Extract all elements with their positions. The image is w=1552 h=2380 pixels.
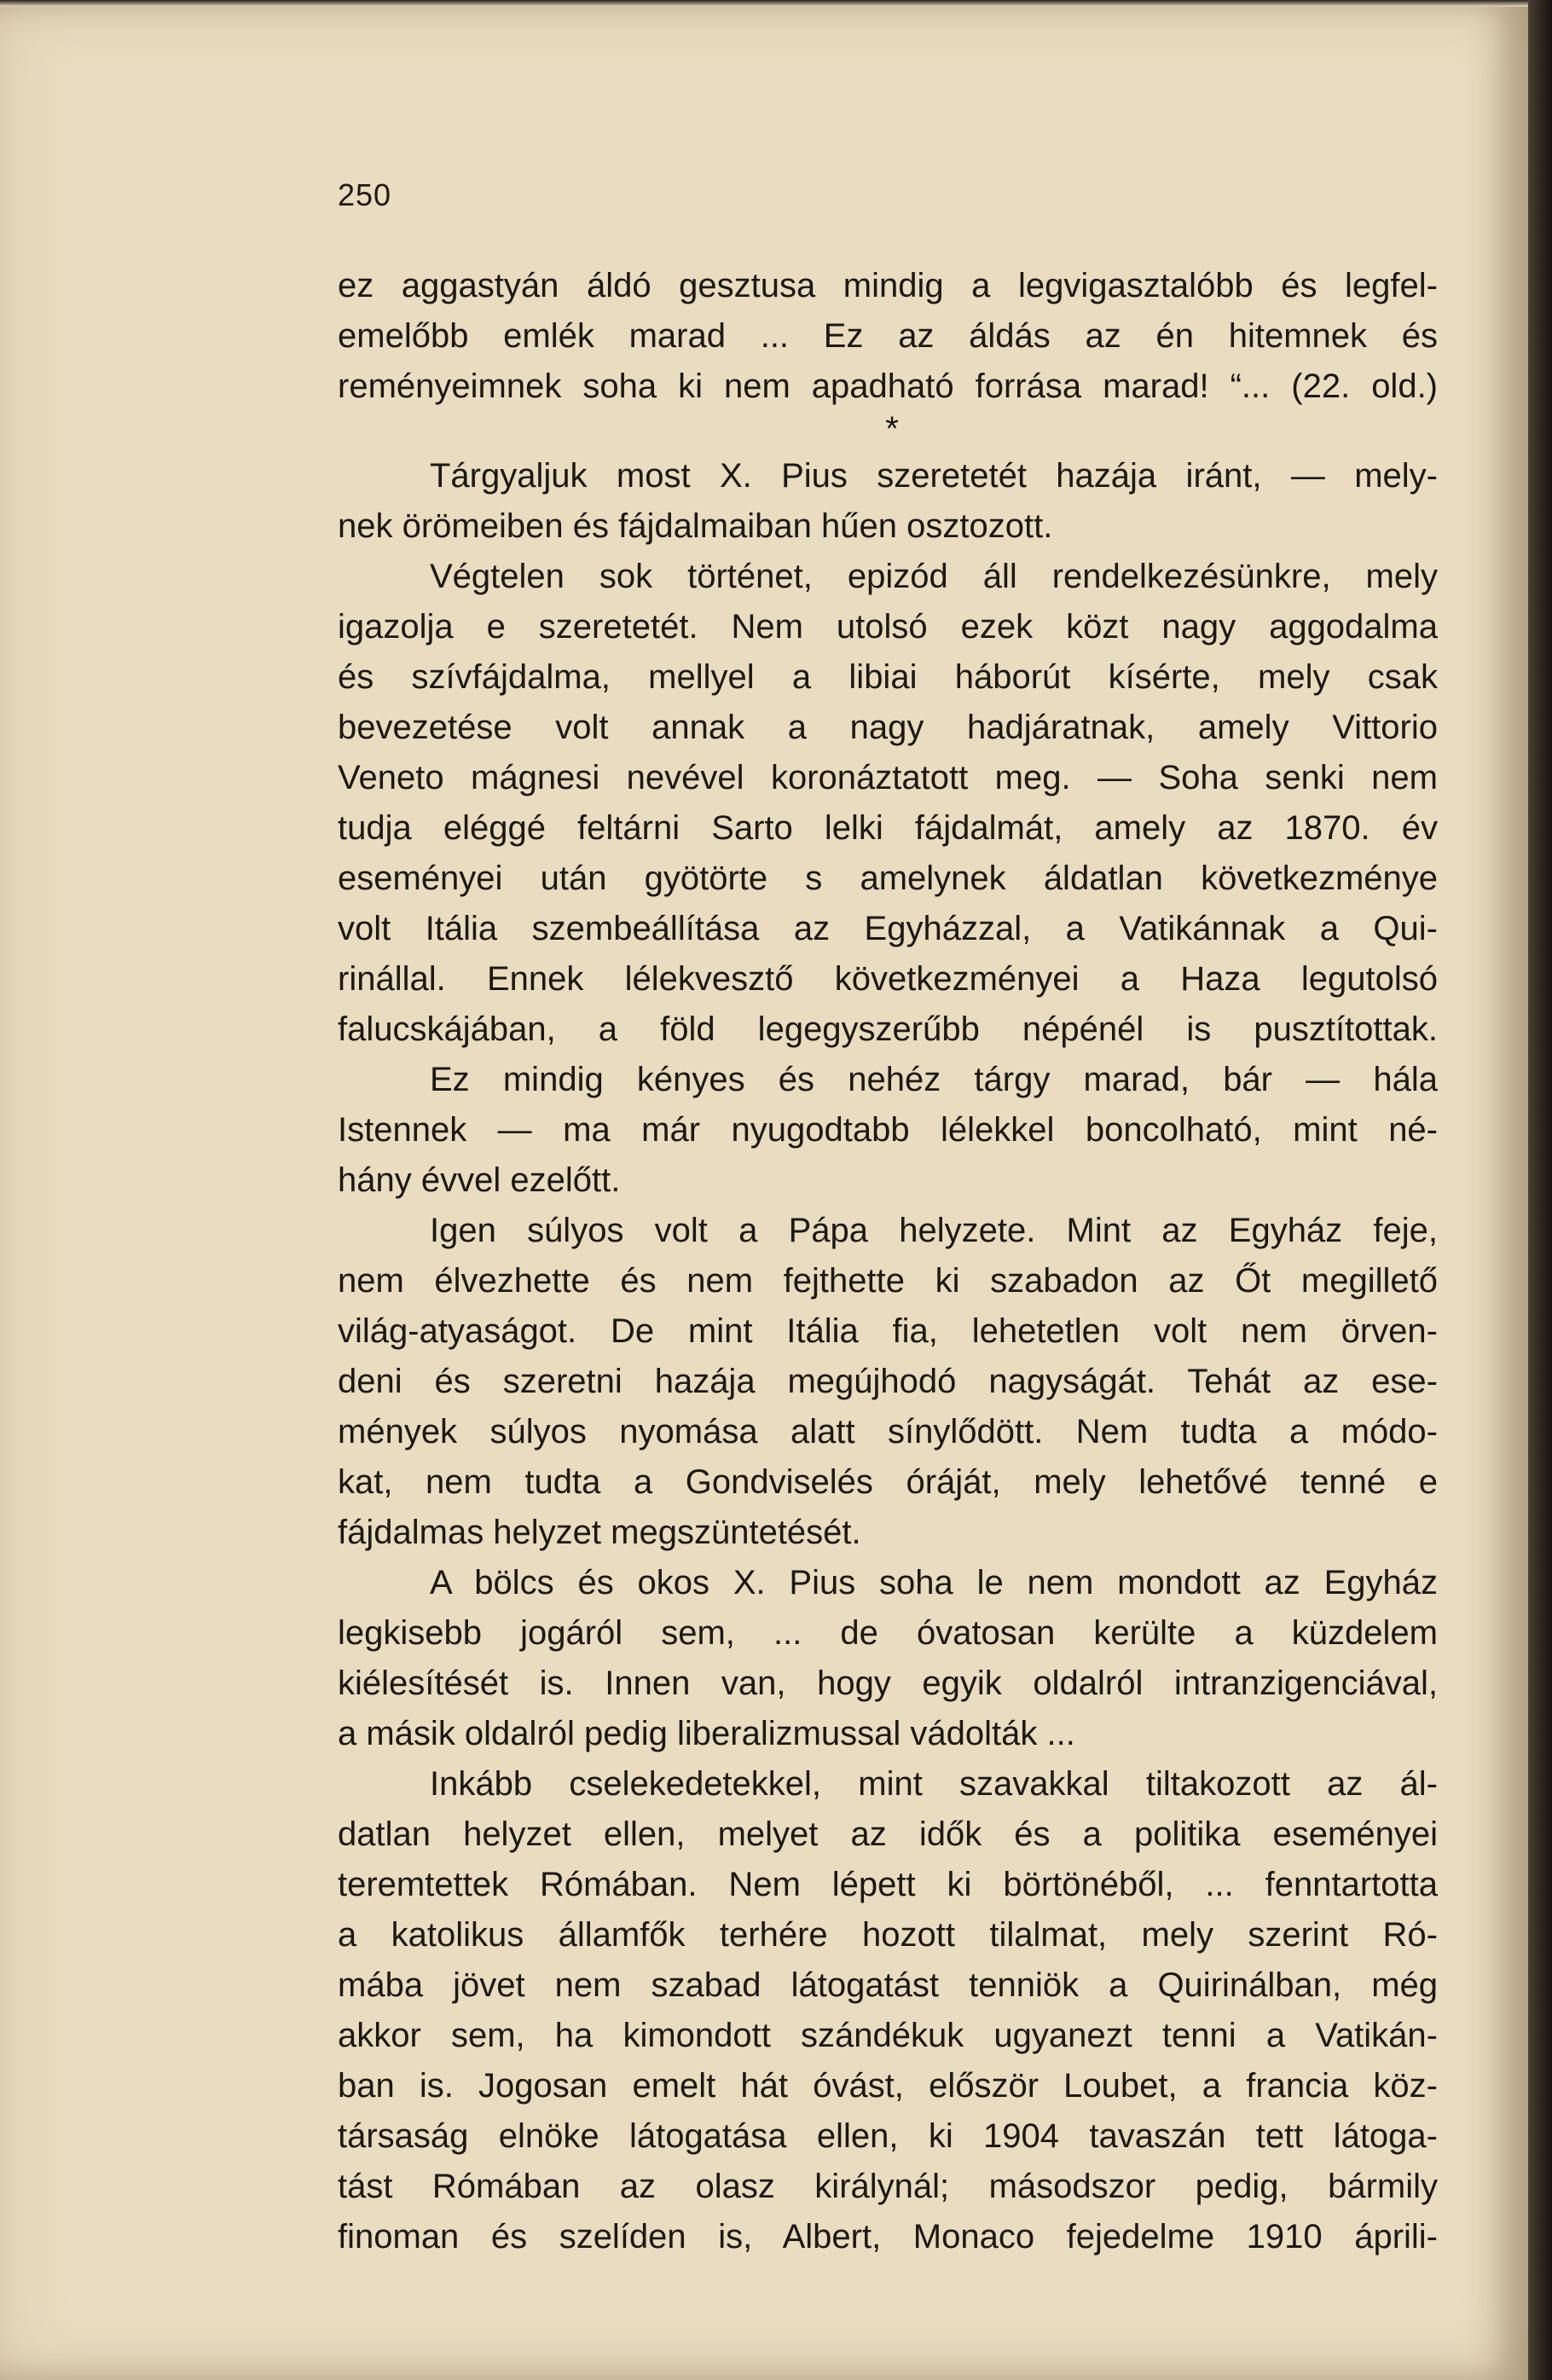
- text-line: Igen súlyos volt a Pápa helyzete. Mint az Egyház feje,: [430, 1212, 1438, 1249]
- text-line: bevezetése volt annak a nagy hadjáratnak, amely Vittorio: [338, 709, 1438, 746]
- text-line: fájdalmas helyzet megszüntetését.: [338, 1514, 861, 1551]
- text-line: nek örömeiben és fájdalmaiban hűen osztozott.: [338, 507, 1053, 545]
- text-line: kiélesítését is. Innen van, hogy egyik oldalról intranzigenciával,: [338, 1665, 1438, 1702]
- text-line: a katolikus államfők terhére hozott tilalmat, mely szerint Ró-: [338, 1916, 1438, 1954]
- text-line: tudja eléggé feltárni Sarto lelki fájdalmát, amely az 1870. év: [338, 809, 1438, 847]
- text-line: reményeimnek soha ki nem apadható forrása marad! “... (22. old.): [338, 368, 1438, 405]
- text-line: akkor sem, ha kimondott szándékuk ugyanezt tenni a Vatikán-: [338, 2017, 1438, 2054]
- text-line: hány évvel ezelőtt.: [338, 1161, 621, 1199]
- text-line: Tárgyaljuk most X. Pius szeretetét hazája iránt, — mely-: [430, 457, 1438, 495]
- text-line: Ez mindig kényes és nehéz tárgy marad, bár — hála: [430, 1061, 1438, 1098]
- body-text: [338, 261, 1438, 2262]
- text-line: volt Itália szembeállítása az Egyházzal, a Vatikánnak a Qui-: [338, 910, 1438, 947]
- text-line: tást Rómában az olasz királynál; másodszor pedig, bármily: [338, 2168, 1438, 2205]
- text-line: világ-atyaságot. De mint Itália fia, lehetetlen volt nem örven-: [338, 1312, 1438, 1350]
- page-top-edge: [0, 0, 1528, 7]
- text-line: kat, nem tudta a Gondviselés óráját, mely lehetővé tenné e: [338, 1463, 1438, 1501]
- text-line: rinállal. Ennek lélekvesztő következményei a Haza legutolsó: [338, 960, 1438, 998]
- text-line: eseményei után gyötörte s amelynek áldatlan következménye: [338, 860, 1438, 897]
- text-line: és szívfájdalma, mellyel a libiai háborút kísérte, mely csak: [338, 658, 1438, 696]
- text-line: emelőbb emlék marad ... Ez az áldás az én hitemnek és: [338, 317, 1438, 355]
- text-line: Inkább cselekedetekkel, mint szavakkal tiltakozott az ál-: [430, 1765, 1438, 1803]
- page-right-edge-shadow: [1528, 0, 1552, 2380]
- text-line: falucskájában, a föld legegyszerűbb népénél is pusztítottak.: [338, 1010, 1438, 1048]
- text-line: ban is. Jogosan emelt hát óvást, először Loubet, a francia köz-: [338, 2067, 1438, 2105]
- text-line: Veneto mágnesi nevével koronáztatott meg. — Soha senki nem: [338, 759, 1438, 796]
- text-line: deni és szeretni hazája megújhodó nagyságát. Tehát az ese-: [338, 1363, 1438, 1400]
- page-number: 250: [338, 177, 392, 212]
- text-line: datlan helyzet ellen, melyet az idők és a politika eseményei: [338, 1815, 1438, 1853]
- text-line: mába jövet nem szabad látogatást tenniök a Quirinálban, még: [338, 1966, 1438, 2004]
- text-line: legkisebb jogáról sem, ... de óvatosan kerülte a küzdelem: [338, 1614, 1438, 1652]
- text-line: mények súlyos nyomása alatt sínylődött. Nem tudta a módo-: [338, 1413, 1438, 1451]
- text-line: társaság elnöke látogatása ellen, ki 1904 tavaszán tett látoga-: [338, 2117, 1438, 2155]
- text-line: a másik oldalról pedig liberalizmussal vádolták ...: [338, 1715, 1075, 1752]
- text-line: finoman és szelíden is, Albert, Monaco fejedelme 1910 áprili-: [338, 2218, 1438, 2255]
- text-line: teremtettek Rómában. Nem lépett ki börtönéből, ... fenntartotta: [338, 1866, 1438, 1903]
- text-line: Istennek — ma már nyugodtabb lélekkel boncolható, mint né-: [338, 1111, 1438, 1149]
- text-line: A bölcs és okos X. Pius soha le nem mondott az Egyház: [430, 1564, 1438, 1601]
- text-line: ez aggastyán áldó gesztusa mindig a legvigasztalóbb és legfel-: [338, 267, 1438, 304]
- text-line: Végtelen sok történet, epizód áll rendelkezésünkre, mely: [430, 558, 1438, 595]
- text-line: igazolja e szeretetét. Nem utolsó ezek közt nagy aggodalma: [338, 608, 1438, 646]
- section-divider-asterisk: *: [885, 410, 899, 448]
- text-line: nem élvezhette és nem fejthette ki szabadon az Őt megillető: [338, 1262, 1438, 1300]
